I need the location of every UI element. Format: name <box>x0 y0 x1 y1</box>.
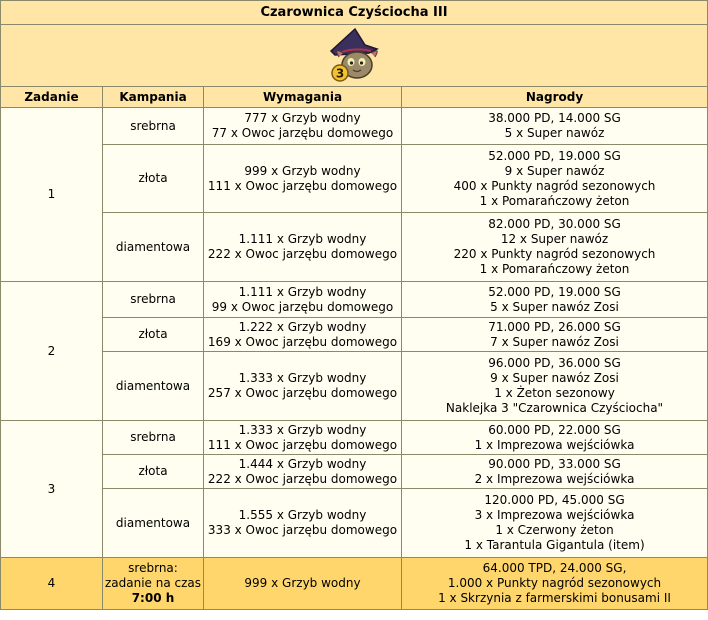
task-number: 4 <box>1 558 103 610</box>
campaign-cell-line: zadanie na czas <box>104 576 202 590</box>
logo-badge-number: 3 <box>335 66 345 80</box>
campaign-cell-line: srebrna: <box>128 561 178 575</box>
rewards-cell-line: 5 x Super nawóz <box>504 126 605 140</box>
campaign-cell <box>103 108 204 145</box>
rewards-cell <box>402 558 708 610</box>
rewards-cell-line: 1 x Imprezowa wejściówka <box>474 437 635 452</box>
rewards-cell-line: 1 x Pomarańczowy żeton <box>479 193 630 208</box>
rewards-cell-line: 52.000 PD, 19.000 SG <box>488 284 621 299</box>
rewards-cell-line: 38.000 PD, 14.000 SG <box>488 111 621 125</box>
requirements-cell <box>204 318 402 352</box>
rewards-cell-line: 90.000 PD, 33.000 SG <box>488 456 621 471</box>
header-kampania: Kampania <box>103 87 204 108</box>
witch-cat-icon <box>325 27 383 85</box>
event-logo <box>1 25 708 87</box>
rewards-cell <box>402 213 708 282</box>
rewards-cell-line: 400 x Punkty nagród sezonowych <box>453 178 656 193</box>
header-nagrody: Nagrody <box>402 87 708 108</box>
requirements-cell-line: 1.333 x Grzyb wodny <box>238 422 367 437</box>
campaign-cell-line: złota <box>138 327 168 341</box>
requirements-cell-line: 1.222 x Grzyb wodny <box>238 319 367 334</box>
rewards-cell-line: 1 x Żeton sezonowy <box>494 386 615 400</box>
requirements-cell <box>204 421 402 455</box>
rewards-cell-line: 220 x Punkty nagród sezonowych <box>453 247 656 261</box>
table-row <box>1 421 708 455</box>
rewards-cell-line: Naklejka 3 "Czarownica Czyściocha" <box>445 401 664 415</box>
requirements-cell-line: 1.111 x Grzyb wodny <box>238 232 367 246</box>
requirements-cell-line: 111 x Owoc jarzębu domowego <box>207 437 398 452</box>
table-row <box>1 145 708 213</box>
rewards-cell-line: 2 x Imprezowa wejściówka <box>474 471 635 486</box>
rewards-cell-line: 7 x Super nawóz Zosi <box>490 334 619 349</box>
requirements-cell-line: 99 x Owoc jarzębu domowego <box>211 299 394 314</box>
rewards-cell-line: 1 x Tarantula Gigantula (item) <box>464 538 645 552</box>
rewards-cell <box>402 489 708 558</box>
campaign-cell-line: diamentowa <box>115 515 191 530</box>
rewards-cell-line: 9 x Super nawóz <box>504 163 605 178</box>
campaign-cell-line: srebrna <box>130 292 176 306</box>
table-row <box>1 213 708 282</box>
requirements-cell-line: 169 x Owoc jarzębu domowego <box>207 334 398 349</box>
requirements-cell-line: 777 x Grzyb wodny <box>244 111 361 125</box>
rewards-cell-line: 12 x Super nawóz <box>500 232 609 246</box>
campaign-cell <box>103 213 204 282</box>
requirements-cell <box>204 352 402 421</box>
rewards-cell-line: 5 x Super nawóz Zosi <box>490 299 619 314</box>
campaign-cell <box>103 455 204 489</box>
rewards-cell-line: 71.000 PD, 26.000 SG <box>488 319 621 334</box>
requirements-cell-line: 1.333 x Grzyb wodny <box>238 371 367 385</box>
task-number: 3 <box>1 421 103 558</box>
requirements-cell-line: 1.111 x Grzyb wodny <box>238 284 367 299</box>
rewards-cell-line: 64.000 TPD, 24.000 SG, <box>482 561 627 575</box>
campaign-cell <box>103 489 204 558</box>
table-row <box>1 318 708 352</box>
requirements-cell-line: 111 x Owoc jarzębu domowego <box>207 178 398 193</box>
table-row <box>1 455 708 489</box>
rewards-cell <box>402 108 708 145</box>
rewards-cell-line: 96.000 PD, 36.000 SG <box>488 356 621 370</box>
requirements-cell <box>204 558 402 610</box>
campaign-cell <box>103 282 204 318</box>
rewards-cell <box>402 282 708 318</box>
task-number: 1 <box>1 108 103 282</box>
table-row <box>1 352 708 421</box>
requirements-cell <box>204 213 402 282</box>
table-row <box>1 108 708 145</box>
requirements-cell-line: 1.555 x Grzyb wodny <box>238 508 367 522</box>
requirements-cell-line: 222 x Owoc jarzębu domowego <box>207 471 398 486</box>
rewards-cell-line: 120.000 PD, 45.000 SG <box>484 493 625 507</box>
task-number: 2 <box>1 282 103 421</box>
campaign-cell <box>103 318 204 352</box>
requirements-cell <box>204 282 402 318</box>
requirements-cell <box>204 455 402 489</box>
rewards-cell-line: 52.000 PD, 19.000 SG <box>488 148 621 163</box>
rewards-cell-line: 82.000 PD, 30.000 SG <box>488 217 621 231</box>
campaign-cell <box>103 421 204 455</box>
rewards-cell <box>402 421 708 455</box>
campaign-cell-line: srebrna <box>130 118 176 133</box>
requirements-cell-line: 999 x Grzyb wodny <box>244 576 361 590</box>
table-title: Czarownica Czyściocha III <box>1 1 708 25</box>
rewards-cell <box>402 455 708 489</box>
requirements-cell <box>204 145 402 213</box>
campaign-time: 7:00 h <box>131 591 175 605</box>
table-row <box>1 282 708 318</box>
requirements-cell-line: 77 x Owoc jarzębu domowego <box>211 126 394 140</box>
rewards-cell <box>402 352 708 421</box>
rewards-cell <box>402 318 708 352</box>
table-row <box>1 558 708 610</box>
campaign-cell <box>103 352 204 421</box>
rewards-cell-line: 1 x Czerwony żeton <box>495 523 614 537</box>
campaign-cell-line: złota <box>138 464 168 478</box>
requirements-cell-line: 999 x Grzyb wodny <box>244 163 361 178</box>
rewards-cell-line: 3 x Imprezowa wejściówka <box>474 508 635 522</box>
requirements-cell-line: 1.444 x Grzyb wodny <box>238 456 367 471</box>
requirements-cell <box>204 489 402 558</box>
requirements-cell-line: 222 x Owoc jarzębu domowego <box>207 247 398 261</box>
campaign-cell <box>103 145 204 213</box>
header-row <box>1 87 708 108</box>
header-wymagania: Wymagania <box>204 87 402 108</box>
rewards-cell-line: 9 x Super nawóz Zosi <box>490 371 619 385</box>
rewards-cell <box>402 145 708 213</box>
rewards-cell-line: 1.000 x Punkty nagród sezonowych <box>447 576 662 590</box>
rewards-cell-line: 1 x Skrzynia z farmerskimi bonusami II <box>438 591 671 605</box>
campaign-cell-line: diamentowa <box>115 378 191 393</box>
campaign-cell <box>103 558 204 610</box>
table-row <box>1 489 708 558</box>
rewards-cell-line: 1 x Pomarańczowy żeton <box>479 262 630 276</box>
requirements-cell-line: 257 x Owoc jarzębu domowego <box>207 386 398 400</box>
campaign-cell-line: złota <box>138 171 168 185</box>
campaign-cell-line: srebrna <box>130 430 176 444</box>
rewards-cell-line: 60.000 PD, 22.000 SG <box>488 422 621 437</box>
header-zadanie: Zadanie <box>1 87 103 108</box>
requirements-cell <box>204 108 402 145</box>
requirements-cell-line: 333 x Owoc jarzębu domowego <box>207 523 398 537</box>
campaign-cell-line: diamentowa <box>115 239 191 254</box>
